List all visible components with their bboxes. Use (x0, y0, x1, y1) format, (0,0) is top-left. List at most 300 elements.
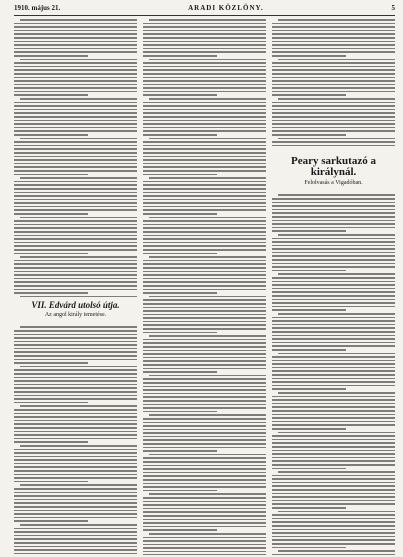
text-line (14, 249, 137, 251)
text-line (272, 91, 395, 93)
text-line (143, 33, 266, 35)
text-line (14, 380, 137, 382)
text-line (14, 202, 137, 204)
text-line (14, 109, 137, 111)
text-line (143, 166, 266, 168)
text-line (14, 488, 137, 490)
text-line (14, 224, 137, 226)
text-line (20, 138, 137, 140)
text-line (143, 497, 266, 499)
text-line (272, 424, 395, 426)
text-line (14, 242, 137, 244)
text-line (149, 59, 266, 61)
text-line (14, 387, 137, 389)
text-line (14, 344, 137, 346)
issue-date: 1910. május 21. (14, 4, 61, 12)
text-line (143, 303, 266, 305)
text-line (14, 438, 137, 440)
text-line (143, 271, 266, 273)
text-line (272, 102, 395, 104)
text-line (20, 217, 137, 219)
article-subheading: Felolvasás a Vigadóban. (304, 180, 363, 187)
text-line (143, 382, 266, 384)
text-line (14, 199, 137, 201)
text-line (20, 445, 137, 447)
text-line (20, 177, 137, 179)
text-block (143, 19, 266, 555)
text-line (14, 260, 137, 262)
text-line (14, 502, 137, 504)
text-line (272, 80, 395, 82)
text-line (14, 409, 137, 411)
text-line (272, 309, 346, 311)
text-line (272, 220, 395, 222)
text-line (143, 529, 217, 531)
text-line (143, 220, 266, 222)
text-line (272, 30, 395, 32)
text-line (272, 62, 395, 64)
text-line (14, 506, 137, 508)
text-line (143, 544, 266, 546)
text-line (143, 317, 266, 319)
text-line (278, 432, 395, 434)
text-line (143, 332, 217, 334)
text-line (272, 446, 395, 448)
text-line (272, 223, 395, 225)
text-line (278, 273, 395, 275)
text-line (272, 212, 395, 214)
text-line (272, 324, 395, 326)
text-line (272, 521, 395, 523)
text-line (20, 524, 137, 526)
text-line (149, 217, 266, 219)
text-line (14, 292, 88, 294)
text-line (143, 436, 266, 438)
text-line (143, 468, 266, 470)
text-line (14, 278, 137, 280)
text-line (143, 472, 266, 474)
text-line (143, 547, 266, 549)
text-line (143, 267, 266, 269)
text-line (272, 406, 395, 408)
column-3 (272, 19, 395, 555)
text-line (143, 145, 266, 147)
text-line (143, 551, 266, 553)
text-line (272, 496, 395, 498)
text-line (14, 227, 137, 229)
text-line (14, 192, 137, 194)
text-line (143, 339, 266, 341)
text-line (149, 375, 266, 377)
text-line (14, 481, 88, 483)
text-line (143, 324, 266, 326)
page-header (14, 4, 395, 16)
text-line (272, 281, 395, 283)
text-line (143, 77, 266, 79)
text-line (143, 235, 266, 237)
text-line (272, 363, 395, 365)
text-line (143, 213, 217, 215)
text-line (14, 112, 137, 114)
text-line (14, 499, 137, 501)
text-line (272, 288, 395, 290)
text-line (14, 395, 137, 397)
text-line (14, 30, 137, 32)
text-line (143, 526, 266, 528)
text-line (143, 368, 266, 370)
text-line (272, 123, 395, 125)
text-line (272, 331, 395, 333)
text-line (14, 120, 137, 122)
text-line (14, 359, 137, 361)
text-line (20, 296, 137, 298)
text-line (272, 26, 395, 28)
text-line (14, 384, 137, 386)
text-line (278, 471, 395, 473)
text-line (14, 427, 137, 429)
text-line (14, 391, 137, 393)
text-line (272, 44, 395, 46)
text-line (14, 434, 137, 436)
text-line (272, 532, 395, 534)
text-line (20, 484, 137, 486)
text-line (14, 542, 137, 544)
text-line (14, 431, 137, 433)
text-line (143, 461, 266, 463)
text-line (272, 547, 346, 549)
text-line (272, 66, 395, 68)
text-line (20, 366, 137, 368)
text-line (143, 314, 266, 316)
newspaper-title: ARADI KÖZLÖNY. (188, 4, 264, 12)
text-line (272, 134, 346, 136)
text-line (143, 141, 266, 143)
text-line (272, 209, 395, 211)
text-line (272, 291, 395, 293)
text-line (14, 549, 137, 551)
text-line (143, 227, 266, 229)
text-line (272, 48, 395, 50)
text-line (143, 152, 266, 154)
text-line (14, 62, 137, 64)
text-line (14, 73, 137, 75)
text-line (272, 525, 395, 527)
text-line (149, 533, 266, 535)
text-line (143, 41, 266, 43)
text-line (143, 278, 266, 280)
text-line (143, 310, 266, 312)
text-line (143, 156, 266, 158)
text-line (14, 546, 137, 548)
text-line (14, 181, 137, 183)
text-line (143, 105, 266, 107)
text-line (143, 174, 217, 176)
text-line (143, 418, 266, 420)
text-line (20, 326, 137, 328)
text-line (143, 44, 266, 46)
page-number: 5 (391, 4, 395, 12)
text-line (143, 490, 217, 492)
text-line (14, 145, 137, 147)
text-line (143, 508, 266, 510)
text-line (143, 62, 266, 64)
text-line (143, 184, 266, 186)
text-line (14, 231, 137, 233)
text-line (149, 454, 266, 456)
text-line (272, 205, 395, 207)
text-line (143, 475, 266, 477)
text-line (272, 482, 395, 484)
text-line (272, 342, 395, 344)
text-line (143, 479, 266, 481)
text-line (14, 334, 137, 336)
text-line (272, 198, 395, 200)
text-line (143, 102, 266, 104)
text-line (272, 374, 395, 376)
text-line (14, 51, 137, 53)
text-block (272, 194, 395, 555)
text-line (143, 289, 266, 291)
text-line (14, 87, 137, 89)
text-line (14, 84, 137, 86)
text-line (14, 538, 137, 540)
text-line (143, 249, 266, 251)
text-line (14, 492, 137, 494)
text-line (272, 299, 395, 301)
text-line (278, 511, 395, 513)
text-line (143, 123, 266, 125)
text-block (14, 19, 137, 297)
text-line (143, 350, 266, 352)
text-line (272, 543, 395, 545)
text-line (143, 170, 266, 172)
text-line (143, 501, 266, 503)
text-line (143, 209, 266, 211)
text-line (14, 130, 137, 132)
text-line (272, 335, 395, 337)
column-2 (143, 19, 266, 555)
text-line (14, 66, 137, 68)
text-line (14, 195, 137, 197)
text-line (272, 428, 346, 430)
text-line (272, 216, 395, 218)
text-line (272, 493, 395, 495)
text-line (278, 550, 395, 552)
text-line (272, 338, 395, 340)
text-line (14, 238, 137, 240)
text-line (143, 400, 266, 402)
text-line (272, 259, 395, 261)
text-line (143, 396, 266, 398)
columns (14, 19, 395, 555)
text-line (278, 98, 395, 100)
text-line (149, 138, 266, 140)
text-line (14, 459, 137, 461)
text-line (143, 522, 266, 524)
text-line (272, 453, 395, 455)
text-line (14, 470, 137, 472)
text-line (143, 148, 266, 150)
text-line (143, 242, 266, 244)
text-line (14, 116, 137, 118)
text-line (14, 253, 88, 255)
text-line (14, 141, 137, 143)
text-line (272, 145, 395, 147)
text-line (143, 457, 266, 459)
text-line (143, 112, 266, 114)
text-line (14, 513, 137, 515)
text-line (14, 123, 137, 125)
text-line (143, 411, 217, 413)
text-line (14, 163, 137, 165)
text-line (143, 195, 266, 197)
text-line (14, 369, 137, 371)
text-line (272, 367, 395, 369)
text-line (272, 109, 395, 111)
text-line (143, 360, 266, 362)
text-line (278, 138, 395, 140)
text-line (14, 33, 137, 35)
text-line (272, 33, 395, 35)
text-line (272, 385, 395, 387)
text-line (272, 460, 395, 462)
text-line (143, 285, 266, 287)
text-line (272, 202, 395, 204)
text-line (143, 91, 266, 93)
text-line (143, 26, 266, 28)
text-line (143, 245, 266, 247)
text-line (278, 313, 395, 315)
text-line (20, 59, 137, 61)
text-line (143, 181, 266, 183)
text-line (143, 84, 266, 86)
text-line (14, 474, 137, 476)
text-line (272, 130, 395, 132)
text-line (143, 425, 266, 427)
text-line (278, 353, 395, 355)
text-line (143, 87, 266, 89)
text-line (143, 299, 266, 301)
text-line (14, 206, 137, 208)
text-line (272, 414, 395, 416)
text-line (143, 116, 266, 118)
text-line (143, 537, 266, 539)
text-line (149, 98, 266, 100)
text-line (143, 274, 266, 276)
text-line (14, 398, 137, 400)
text-line (143, 432, 266, 434)
text-line (272, 227, 395, 229)
text-line (149, 296, 266, 298)
text-line (149, 414, 266, 416)
text-line (143, 127, 266, 129)
text-line (14, 289, 137, 291)
text-line (14, 281, 137, 283)
text-line (272, 23, 395, 25)
text-line (14, 170, 137, 172)
text-line (272, 270, 346, 272)
text-line (143, 224, 266, 226)
text-line (20, 256, 137, 258)
text-line (14, 449, 137, 451)
text-line (143, 163, 266, 165)
text-line (143, 48, 266, 50)
text-line (272, 230, 346, 232)
text-line (272, 388, 346, 390)
text-line (143, 130, 266, 132)
text-line (272, 317, 395, 319)
text-line (272, 554, 395, 555)
text-line (272, 468, 346, 470)
text-line (272, 421, 395, 423)
text-line (20, 19, 137, 21)
text-line (272, 55, 346, 57)
text-line (272, 356, 395, 358)
text-line (14, 80, 137, 82)
text-line (272, 518, 395, 520)
text-line (143, 429, 266, 431)
text-line (143, 386, 266, 388)
text-block (272, 19, 395, 146)
text-line (272, 37, 395, 39)
text-line (14, 271, 137, 273)
text-line (14, 184, 137, 186)
text-line (14, 517, 137, 519)
text-line (143, 120, 266, 122)
text-line (14, 44, 137, 46)
text-line (14, 413, 137, 415)
text-line (272, 478, 395, 480)
text-line (14, 94, 88, 96)
text-line (272, 464, 395, 466)
text-line (143, 439, 266, 441)
text-line (272, 266, 395, 268)
text-line (272, 370, 395, 372)
text-line (143, 447, 266, 449)
text-line (14, 441, 88, 443)
text-line (272, 41, 395, 43)
text-line (272, 403, 395, 405)
text-line (143, 37, 266, 39)
text-line (143, 515, 266, 517)
text-line (272, 457, 395, 459)
text-line (14, 416, 137, 418)
text-line (143, 353, 266, 355)
article-heading: Peary sarkutazó a királynál. (291, 155, 376, 179)
text-line (143, 55, 217, 57)
text-line (20, 405, 137, 407)
text-line (143, 540, 266, 542)
article-subheading: Az angol király temetése. (44, 312, 107, 319)
text-line (143, 407, 266, 409)
text-line (143, 51, 266, 53)
text-line (272, 248, 395, 250)
text-line (143, 109, 266, 111)
text-line (143, 73, 266, 75)
text-line (14, 41, 137, 43)
text-line (272, 349, 346, 351)
text-line (272, 245, 395, 247)
text-line (272, 87, 395, 89)
text-line (14, 220, 137, 222)
text-line (14, 463, 137, 465)
text-line (143, 206, 266, 208)
text-line (272, 539, 395, 541)
text-line (14, 159, 137, 161)
text-line (143, 66, 266, 68)
text-line (272, 485, 395, 487)
text-line (14, 477, 137, 479)
